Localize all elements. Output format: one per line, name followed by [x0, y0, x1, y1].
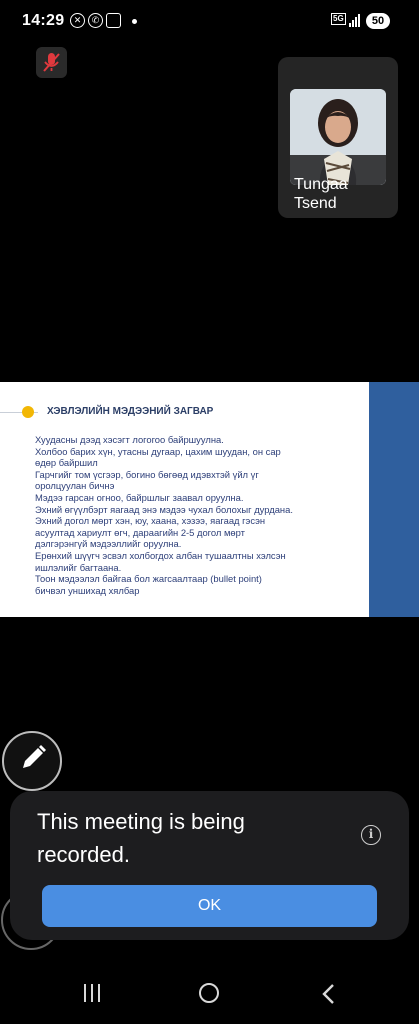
- slide-line: өдөр байршил: [35, 457, 98, 469]
- recording-message: This meeting is being recorded.: [37, 809, 245, 867]
- viber-icon: ✆: [88, 13, 103, 28]
- recording-notice-dialog: [10, 791, 409, 940]
- status-bar: [0, 0, 419, 44]
- slide-line: ишлэлийг багтаана.: [35, 561, 122, 573]
- shared-screen-slide: [0, 382, 419, 617]
- participant-first-name: Tungaa: [294, 176, 348, 193]
- status-time: 14:29: [22, 12, 65, 29]
- slide-line: Ерөнхий шүүгч эсвэл холбогдох албан тушаалтны хэлсэн: [35, 549, 286, 561]
- slide-bullet-dot: [22, 406, 34, 418]
- recents-icon[interactable]: [83, 984, 103, 1002]
- notification-dot-icon: [132, 19, 137, 24]
- slide-line: асуултад хариулт өгч, дараагийн 2-5 догол мөрт: [35, 526, 245, 538]
- slide-line: Эхний өгүүлбэрт яагаад энэ мэдээ чухал болохыг дурдана.: [35, 503, 293, 515]
- slide-title: ХЭВЛЭЛИЙН МЭДЭЭНИЙ ЗАГВАР: [47, 406, 214, 417]
- annotate-button[interactable]: [2, 731, 62, 791]
- slide-line: Холбоо барих хүн, утасны дугаар, цахим шуудан, он сар: [35, 445, 281, 457]
- signal-strength-icon: [349, 14, 361, 27]
- slide-line: Тоон мэдээлэл байгаа бол жагсаалтаар (bullet point): [35, 573, 262, 585]
- missed-call-icon: ✕: [70, 13, 85, 28]
- participant-last-name: Tsend: [294, 195, 337, 212]
- pencil-icon: [4, 733, 60, 789]
- slide-line: бичвэл уншихад хялбар: [35, 584, 140, 596]
- battery-indicator: 50: [366, 13, 390, 29]
- slide-body: [35, 434, 355, 596]
- slide-line: дэлгэрэнгүй мэдээллийг оруулна.: [35, 538, 182, 550]
- screen-capture-icon: [106, 13, 121, 28]
- slide-line: Гарчгийг том үсгээр, богино бөгөөд идэвхтэй үйл үг: [35, 468, 259, 480]
- navigation-bar: [0, 962, 419, 1024]
- slide-line: Эхний догол мөрт хэн, юу, хаана, хэзээ, яагаад гэсэн: [35, 515, 266, 527]
- mic-muted-button[interactable]: [36, 47, 67, 78]
- network-type-label: 5G: [333, 14, 344, 23]
- info-icon[interactable]: i: [361, 825, 381, 845]
- participant-video: [290, 89, 386, 185]
- slide-accent-bar: [369, 382, 419, 617]
- home-icon[interactable]: [199, 983, 219, 1003]
- slide-line: оролцуулан бичнэ: [35, 480, 115, 492]
- slide-line: Мэдээ гарсан огноо, байршлыг заавал оруулна.: [35, 491, 244, 503]
- mic-off-icon: [36, 47, 67, 78]
- back-icon[interactable]: [320, 984, 338, 1004]
- participant-tile[interactable]: [278, 57, 398, 218]
- ok-button[interactable]: OK: [42, 885, 377, 927]
- participant-name: [294, 175, 348, 213]
- slide-line: Хуудасны дээд хэсэгт логогоо байршуулна.: [35, 434, 224, 445]
